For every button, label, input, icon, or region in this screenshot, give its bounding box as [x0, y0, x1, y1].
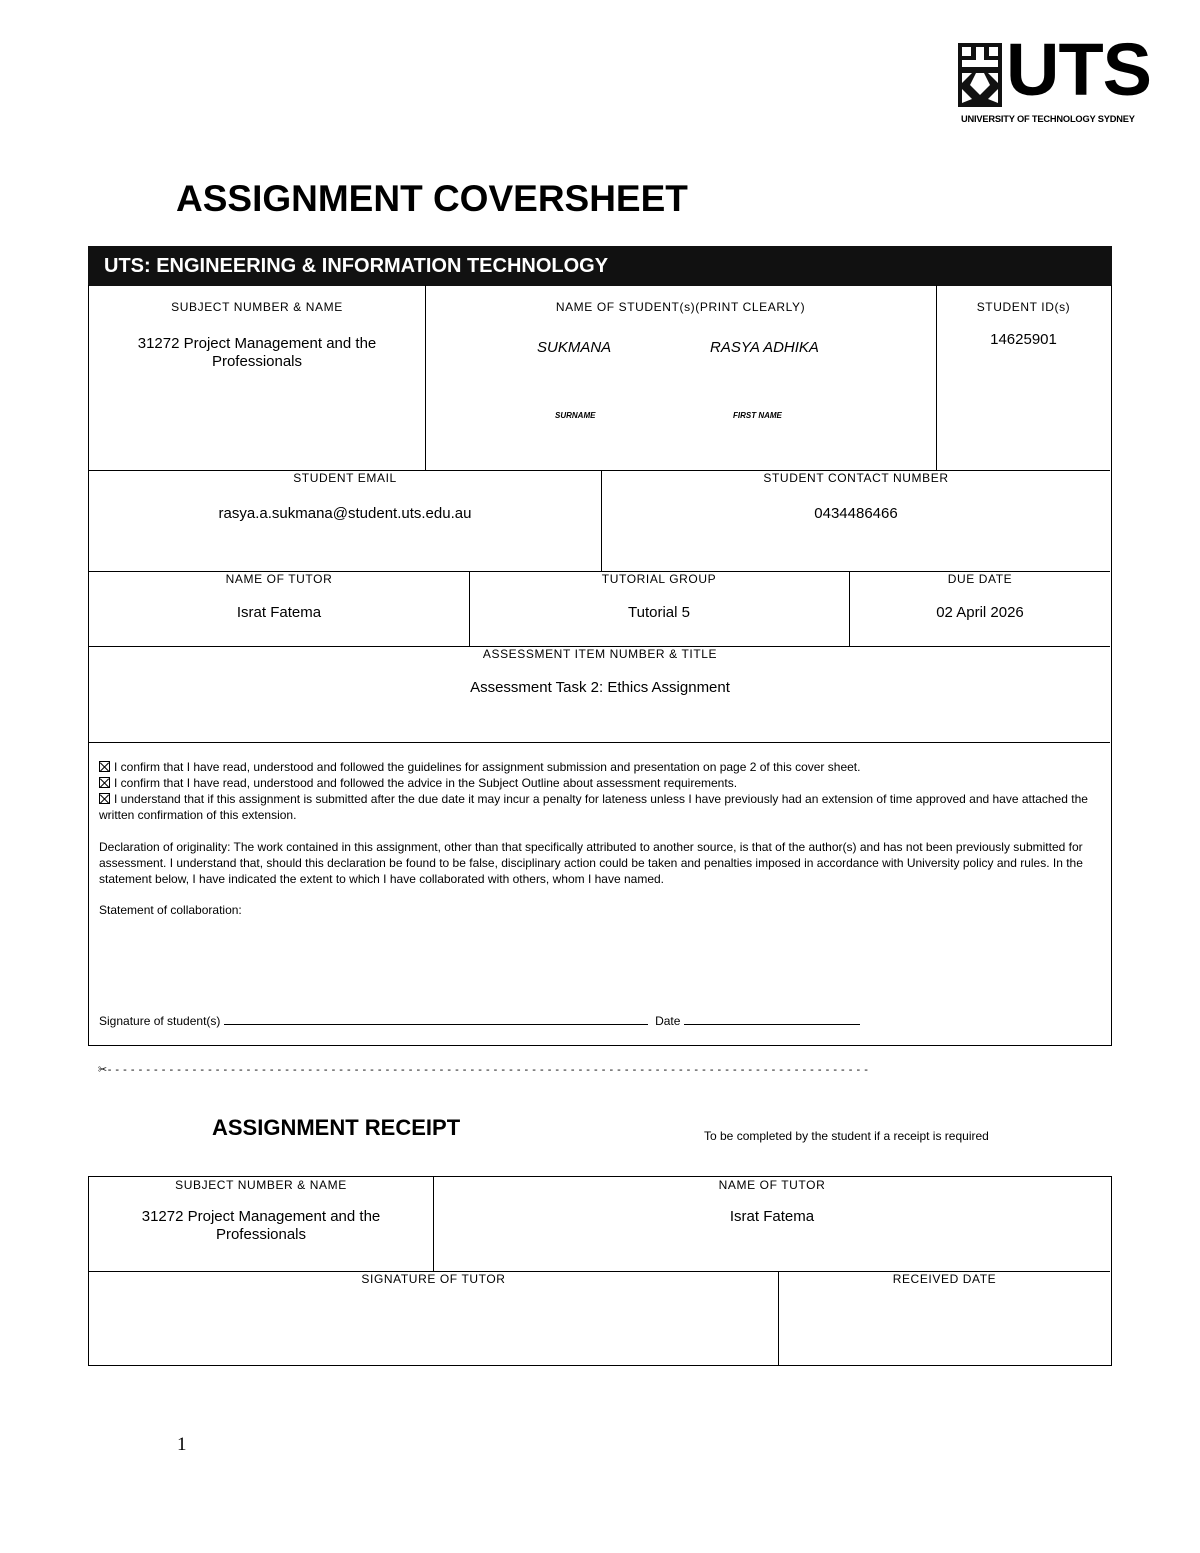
tutor-cell — [89, 571, 469, 646]
receipt-subject-value[interactable]: 31272 Project Management and the Professionals — [141, 1208, 381, 1243]
date-label: Date — [655, 1014, 681, 1028]
receipt-subject-label: SUBJECT NUMBER & NAME — [175, 1178, 347, 1192]
signature-row — [99, 1012, 860, 1029]
subject-label: SUBJECT NUMBER & NAME — [171, 300, 343, 314]
contact-value[interactable]: 0434486466 — [814, 505, 898, 522]
uts-subtitle: UNIVERSITY OF TECHNOLOGY SYDNEY — [961, 114, 1135, 124]
confirm-late-penalty: I understand that if this assignment is submitted after the due date it may incur a penalty for lateness unless I have previously had an extension of time approved and have attached the written confirmation of this extension. — [99, 792, 1088, 822]
signature-field[interactable] — [224, 1012, 648, 1025]
email-cell — [89, 470, 601, 571]
tutor-signature-cell[interactable] — [89, 1271, 778, 1365]
due-date-value[interactable]: 02 April 2026 — [936, 604, 1024, 621]
signature-label: Signature of student(s) — [99, 1014, 221, 1028]
due-date-label: DUE DATE — [947, 572, 1013, 586]
checked-box-icon[interactable] — [99, 761, 110, 772]
uts-crest-icon — [958, 43, 1002, 107]
student-name-label: NAME OF STUDENT(s)(PRINT CLEARLY) — [555, 300, 806, 314]
receipt-note: To be completed by the student if a receipt is required — [704, 1129, 989, 1143]
tutorial-group-cell — [469, 571, 849, 646]
surname-value[interactable]: SUKMANA — [537, 339, 612, 356]
first-name-caption: FIRST NAME — [733, 411, 782, 420]
checked-box-icon[interactable] — [99, 793, 110, 804]
received-date-label: RECEIVED DATE — [892, 1272, 997, 1286]
tutor-value[interactable]: Israt Fatema — [236, 604, 322, 621]
email-value[interactable]: rasya.a.sukmana@student.uts.edu.au — [218, 505, 472, 522]
receipt-tutor-cell — [433, 1177, 1111, 1271]
student-id-value[interactable]: 14625901 — [990, 331, 1057, 348]
confirm-guidelines: I confirm that I have read, understood and followed the guidelines for assignment submission and presentation on page 2 of this cover sheet. — [99, 759, 1099, 775]
subject-cell — [89, 285, 425, 470]
collaboration-label: Statement of collaboration: — [99, 903, 242, 917]
received-date-cell[interactable] — [778, 1271, 1111, 1365]
page-number: 1 — [177, 1434, 187, 1455]
assessment-value[interactable]: Assessment Task 2: Ethics Assignment — [470, 679, 730, 696]
assessment-cell — [89, 646, 1111, 742]
tutorial-group-label: TUTORIAL GROUP — [601, 572, 717, 586]
first-name-value[interactable]: RASYA ADHIKA — [710, 339, 819, 356]
surname-caption: SURNAME — [555, 411, 596, 420]
confirm-subject-outline: I confirm that I have read, understood and followed the advice in the Subject Outline about assessment requirements. — [99, 775, 1099, 791]
tutorial-group-value[interactable]: Tutorial 5 — [628, 604, 690, 621]
receipt-table — [88, 1176, 1112, 1366]
contact-label: STUDENT CONTACT NUMBER — [763, 471, 949, 485]
tutor-label: NAME OF TUTOR — [225, 572, 333, 586]
faculty-banner: UTS: ENGINEERING & INFORMATION TECHNOLOGY — [88, 246, 1112, 286]
checked-box-icon[interactable] — [99, 777, 110, 788]
originality-declaration: Declaration of originality: The work contained in this assignment, other than that specifically attributed to another source, is that of the author(s) and has not been previously submitted for assessment. I understand that, should this declaration be found to be false, disciplinary action could be taken and penalties imposed in accordance with University policy and rules. In the statement below, I have indicated the extent to which I have collaborated with others, whom I have named. — [99, 840, 1083, 886]
subject-value[interactable]: 31272 Project Management and the Professionals — [137, 335, 377, 370]
receipt-tutor-label: NAME OF TUTOR — [718, 1178, 826, 1192]
declarations — [99, 759, 1099, 918]
receipt-subject-cell — [89, 1177, 433, 1271]
email-label: STUDENT EMAIL — [293, 471, 397, 485]
due-date-cell — [849, 571, 1111, 646]
student-id-label: STUDENT ID(s) — [976, 300, 1071, 314]
assessment-label: ASSESSMENT ITEM NUMBER & TITLE — [482, 647, 718, 661]
tutor-signature-label: SIGNATURE OF TUTOR — [361, 1272, 506, 1286]
student-id-cell — [936, 285, 1111, 470]
receipt-title: ASSIGNMENT RECEIPT — [212, 1115, 461, 1140]
uts-wordmark: UTS — [1006, 28, 1151, 111]
student-name-cell — [425, 285, 936, 470]
signature-date-field[interactable] — [684, 1012, 860, 1025]
contact-cell — [601, 470, 1111, 571]
uts-logo — [958, 28, 1163, 130]
coversheet-table — [88, 285, 1112, 1046]
page-title: ASSIGNMENT COVERSHEET — [176, 178, 688, 219]
receipt-tutor-value[interactable]: Israt Fatema — [729, 1208, 815, 1225]
cut-line: ✂- - - - - - - - - - - - - - - - - - - - - - - - - - - - - - - - - - - - - - - - - - - - - - - - - - - - - - - - - - - - - - - - - - - - - - - - - - - - - - - - - - - - - - - - - - - - - - - - - - - — [98, 1064, 869, 1076]
